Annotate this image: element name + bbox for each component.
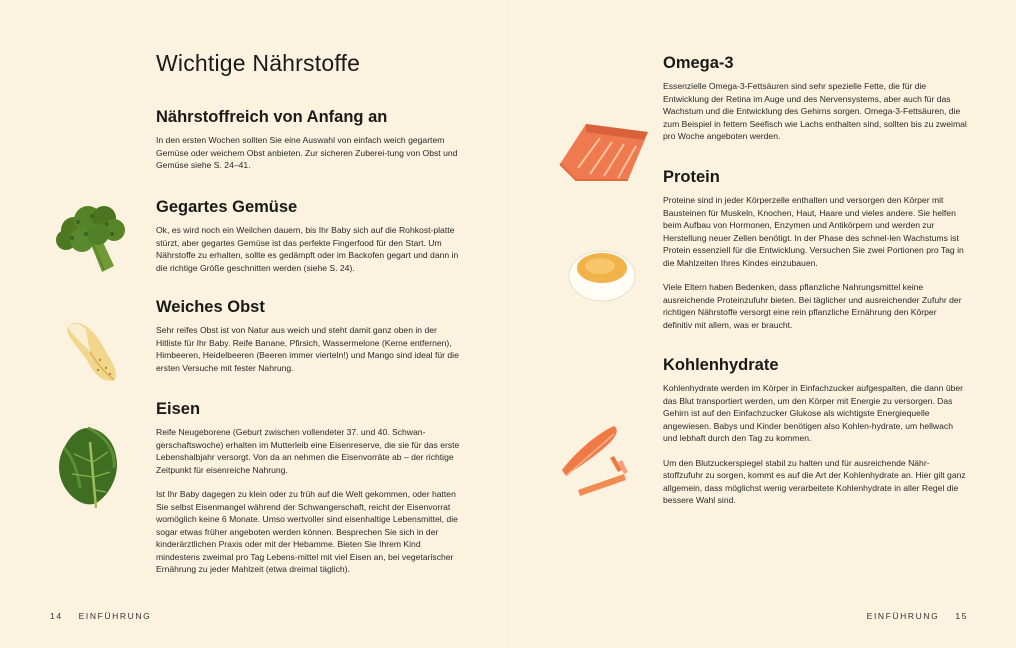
salmon-icon — [556, 118, 652, 184]
section-text: In den ersten Wochen sollten Sie eine Auswahl von einfach weich gegartem Gemüse oder weichem Obst anbieten. Zur sicheren Zuberei-tung von Obst und Gemüse siehe S. 24–41. — [156, 135, 458, 170]
section-heading: Weiches Obst — [156, 298, 265, 316]
page-title: Wichtige Nährstoffe — [156, 50, 361, 76]
section-naehrstoffreich — [156, 108, 461, 172]
section-heading: Omega-3 — [663, 54, 734, 72]
page-number: 15 — [955, 611, 968, 621]
section-text: Kohlenhydrate werden im Körper in Einfachzucker aufgespalten, die dann über das Blut transportiert werden, um den Körper mit Energie zu versorgen. Das Gehirn ist auf den Einfachzucker Glukose als wichtigste Energiequelle angewiesen. Babys und Kinder benötigen also Kohlen-hydrate, um hellwach und lebhaft durch den Tag zu kommen. — [663, 383, 964, 443]
section-heading: Kohlenhydrate — [663, 356, 779, 374]
broccoli-icon — [52, 200, 132, 280]
section-heading: Eisen — [156, 400, 201, 418]
section-heading: Gegartes Gemüse — [156, 198, 298, 216]
left-page-column — [156, 50, 461, 574]
section-text: Um den Blutzuckerspiegel stabil zu halten und für ausreichende Nähr-stoffzufuhr zu sorgen, kommt es auf die Art der Kohlenhydrate an. Hier gilt ganz allgemein, dass möglichst wenig verarbeitete Kohlenhydrate in aller Regel die bessere Wahl sind. — [663, 457, 966, 505]
kale-icon — [50, 422, 126, 512]
section-heading: Nährstoffreich von Anfang an — [156, 108, 388, 126]
section-omega-3 — [663, 54, 968, 143]
section-text: Proteine sind in jeder Körperzelle enthalten und versorgen den Körper mit Bausteinen für Muskeln, Knochen, Haut, Haare und vieles andere. Sie helfen beim Aufbau von Hormonen, Enzymen und Antikörpern und werden zur Herstellung neuer Zellen benötigt. In der Phase des schnel-len Wachstums ist Protein essenziell für die Entwicklung. Versuchen Sie zwei Portionen pro Tag in die Mahlzeiten Ihres Kindes einzubauen. — [663, 195, 964, 268]
section-text: Viele Eltern haben Bedenken, dass pflanzliche Nahrungsmittel keine ausreichende Proteinzufuhr bieten. Bei täglicher und ausreichender Zufuhr der richtigen Nährstoffe versorgt eine rein pflanzliche Ernährung den Körper definitiv mit allem, was er braucht. — [663, 282, 962, 330]
sweet-potato-sticks-icon — [558, 420, 636, 498]
section-protein — [663, 168, 968, 331]
page-number: 14 — [50, 611, 63, 621]
section-eisen — [156, 400, 461, 576]
section-text: Ok, es wird noch ein Weilchen dauern, bis Ihr Baby sich auf die Rohkost-platte stürzt, aber gegartes Gemüse ist das perfekte Fingerfood für den Start. Um Nährstoffe zu erhalten, sollte es gedämpft oder im Backofen gegart und dann in die richtige Größe geschnitten werden (siehe S. 24). — [156, 225, 459, 273]
left-page-folio — [50, 611, 151, 621]
section-gegartes-gemuese — [156, 198, 461, 274]
section-text: Sehr reifes Obst ist von Natur aus weich und steht damit ganz oben in der Hitliste für Ihr Baby. Reife Banane, Pfirsich, Wassermelone (Kerne entfernen), Himbeeren, Heidelbeeren (Beeren immer vierteln!) und Mango sind ideal für die ersten Versuche mit fester Nahrung. — [156, 325, 459, 373]
section-kohlenhydrate — [663, 356, 968, 507]
section-text: Reife Neugeborene (Geburt zwischen vollendeter 37. und 40. Schwan-gerschaftswoche) erhalten im Mutterleib eine Eisenreserve, die sie für das erste Lebenshalbjahr versorgt. Von da an nehmen die Eisenvorräte ab – der richtige Zeitpunkt für eisenreiche Nahrung. — [156, 427, 460, 475]
section-heading: Protein — [663, 168, 720, 186]
banana-slice-icon — [60, 312, 126, 384]
section-text: Ist Ihr Baby dagegen zu klein oder zu früh auf die Welt gekommen, oder hatten Sie selbst Eisenmangel während der Schwangerschaft, reicht der Eisenvorrat womöglich keine 6 Monate. Umso wertvoller sind eisenhaltige Lebensmittel, die sogar etwas früher angeboten werden können. Besprechen Sie sich in der kinderärztlichen Praxis oder mit der Hebamme. Bieten Sie Ihrem Kind mindestens zweimal pro Tag Lebens-mittel mit viel Eisen an, bei vegetarischer Ernährung zu jeder Mahlzeit (etwa dreimal täglich). — [156, 489, 458, 574]
right-page-folio — [867, 611, 968, 621]
page-gutter — [508, 0, 509, 648]
boiled-egg-icon — [566, 244, 638, 304]
running-head: EINFÜHRUNG — [866, 611, 940, 621]
running-head: EINFÜHRUNG — [78, 611, 152, 621]
section-weiches-obst — [156, 298, 461, 374]
section-text: Essenzielle Omega-3-Fettsäuren sind sehr spezielle Fette, die für die Entwicklung der Retina im Auge und des Nervensystems, aber auch für das Wachstum und die Entwicklung des Gehirns sorgen. Omega-3-Fettsäuren, die zum Beispiel in fettem Seefisch wie Lachs enthalten sind, sollten bis zu zweimal pro Woche angeboten werden. — [663, 81, 967, 141]
